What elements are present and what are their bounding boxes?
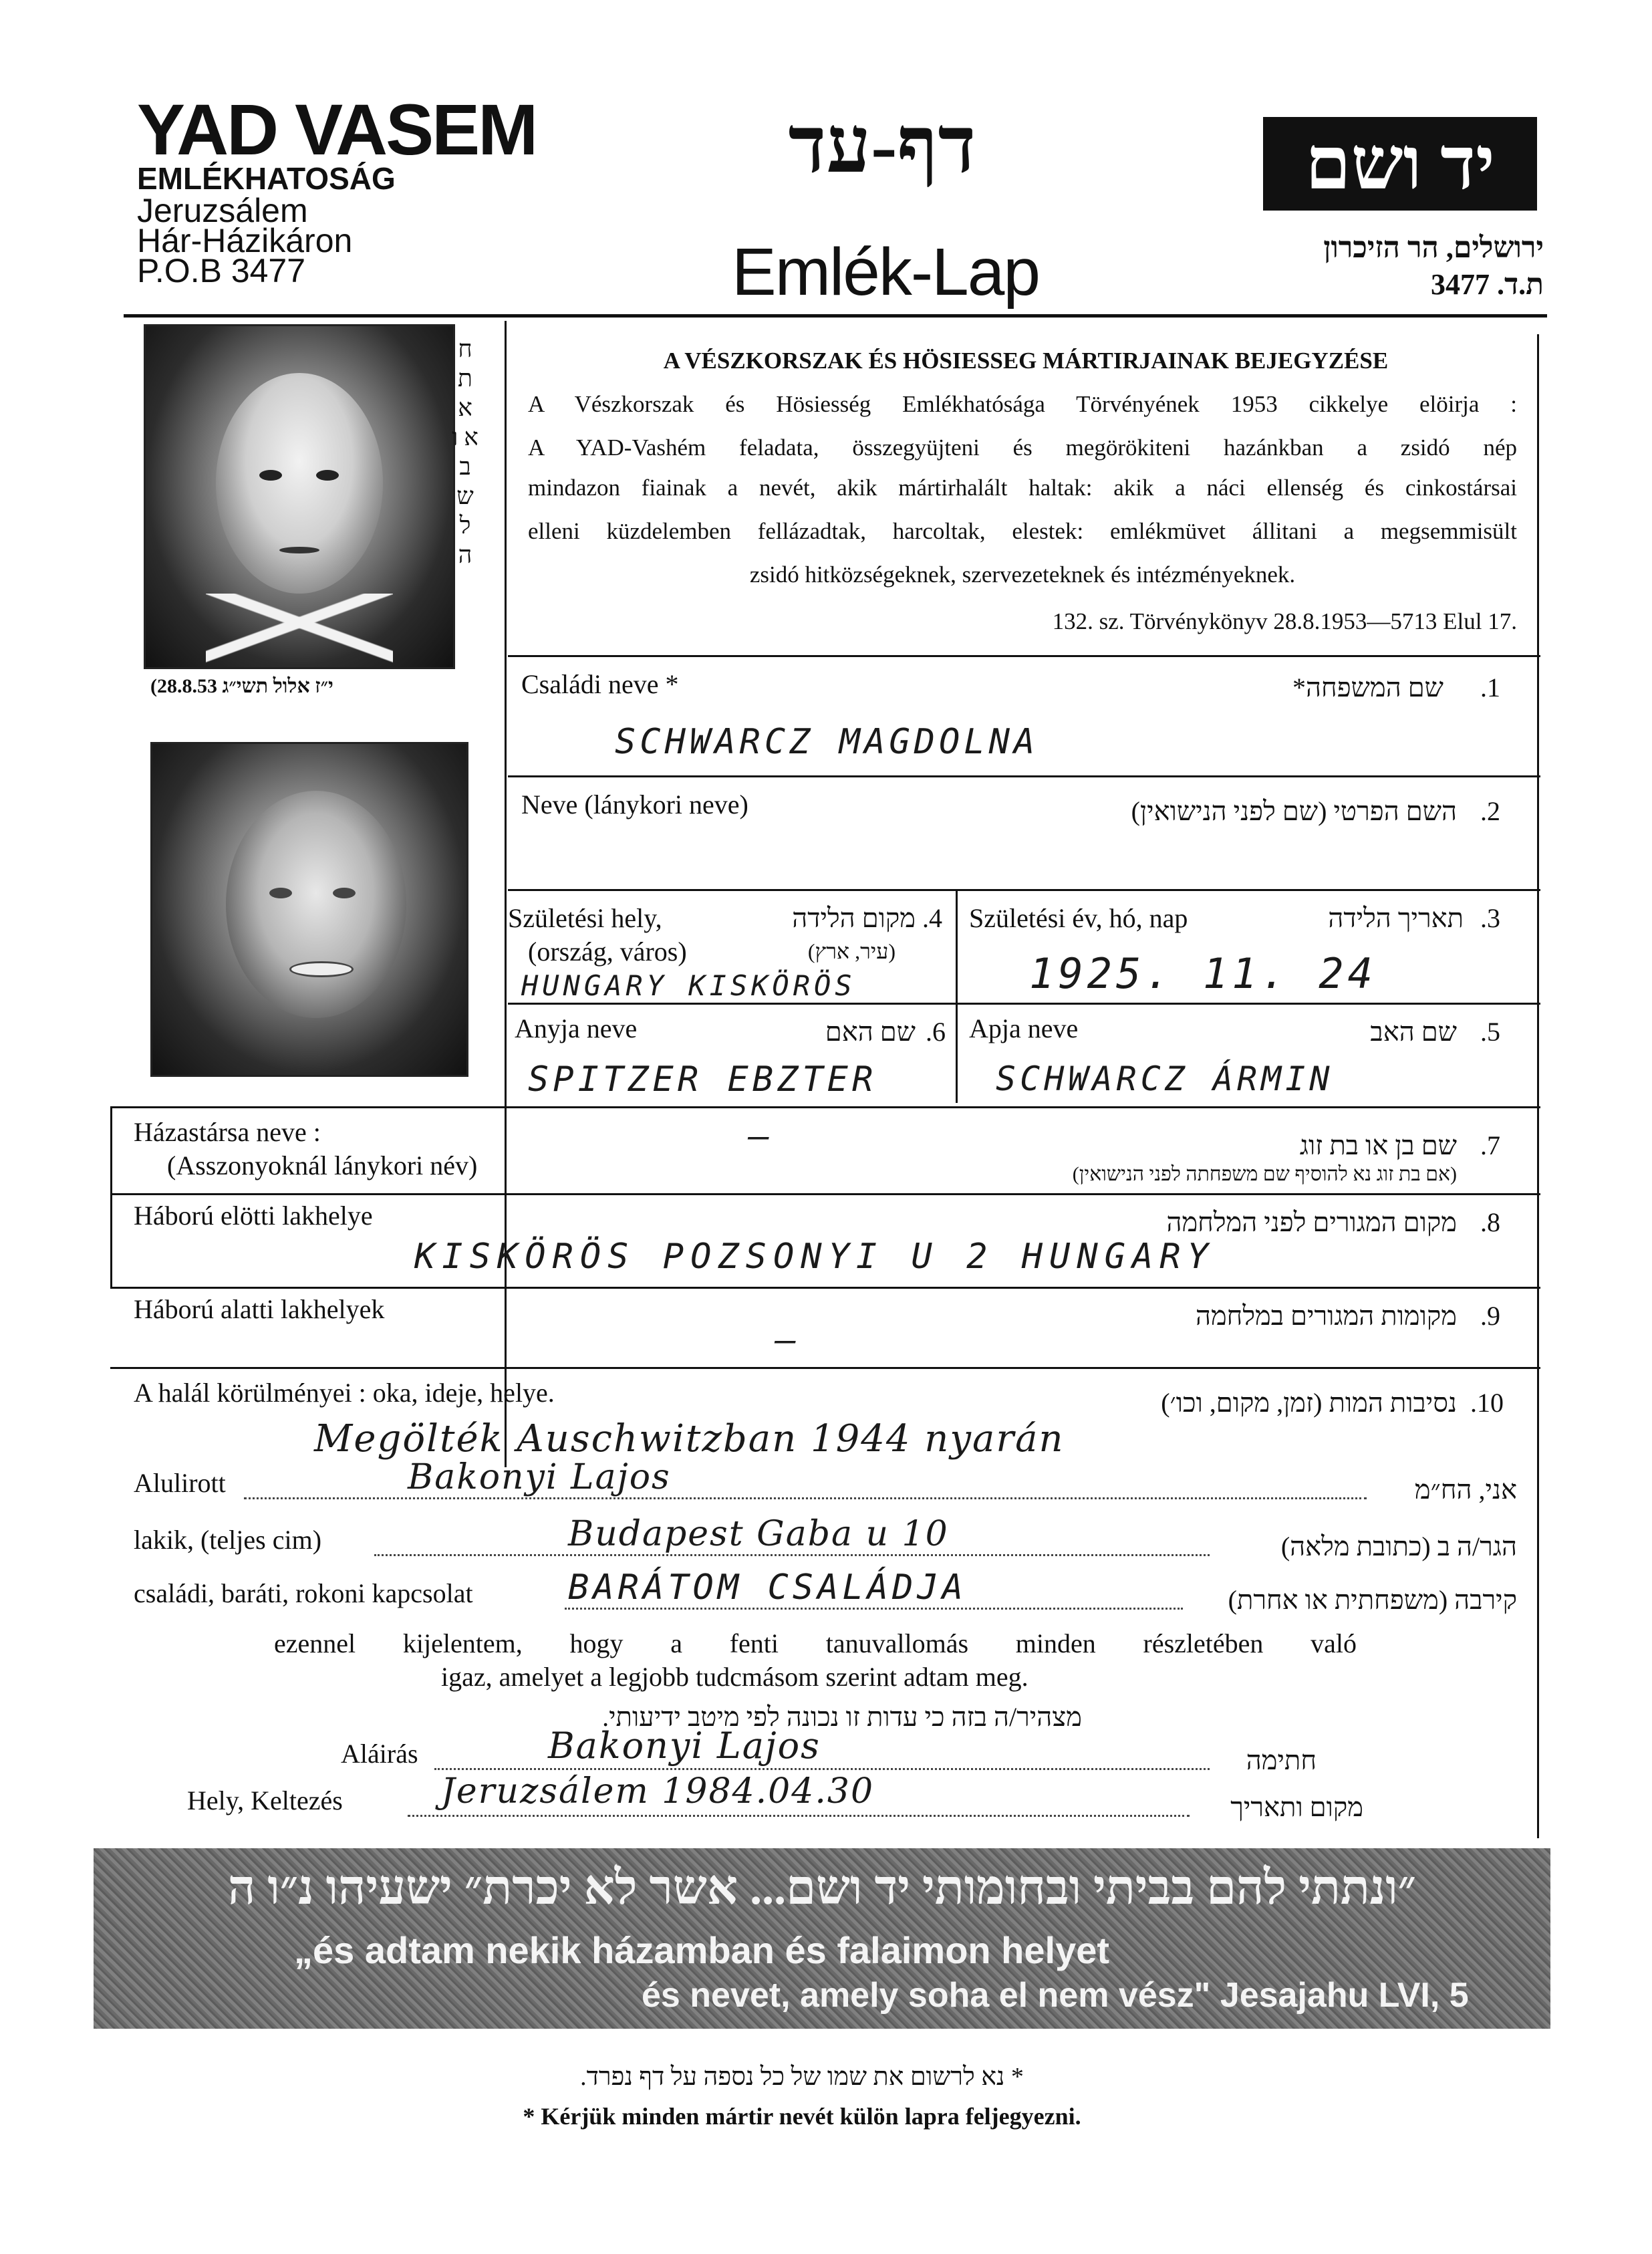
- rule-2: [508, 889, 1540, 891]
- photo-date-stamp: (28.8.53 י״ז אלול תשי״ג: [150, 675, 333, 697]
- field-number-7: .7: [1480, 1130, 1500, 1160]
- form-title: Emlék-Lap: [732, 235, 1039, 309]
- hebrew-address-city: ירושלים, הר הזיכרון: [1323, 231, 1544, 264]
- rule-1: [508, 775, 1540, 777]
- preamble-line-1: A Vészkorszak és Hösiesség Emlékhatósága Törvényének 1953 cikkelye elöirja :: [528, 391, 1517, 417]
- wartime-residence-value[interactable]: —: [775, 1320, 801, 1360]
- father-label: Apja neve: [969, 1013, 1079, 1043]
- wartime-residence-label: Háború alatti lakhelyek: [134, 1294, 385, 1324]
- birth-place-sublabel: (ország, város): [528, 936, 687, 967]
- preamble-line-3: mindazon fiainak a nevét, akik mártirhalált haltak: akik a náci ellenség és cinkostársai: [528, 475, 1517, 501]
- footer-note: * Kérjük minden mártir nevét külön lapra feljegyezni.: [523, 2103, 1081, 2130]
- given-name-label: Neve (lánykori neve): [521, 789, 748, 820]
- banner-hebrew-verse: ״ונתתי להם בביתי ובחומותי יד ושם... אשר לא יכרת״ ישעיהו נ״ו ה: [228, 1861, 1416, 1914]
- place-date-label: Hely, Keltezés: [187, 1785, 343, 1815]
- field-number-4: .4: [922, 903, 942, 933]
- spouse-hebrew-sublabel: (אם בת זוג נא להוסיף שם משפחתה לפני הנישואין): [1072, 1163, 1457, 1185]
- birth-date-value[interactable]: 1925. 11. 24: [1029, 949, 1377, 998]
- spouse-sublabel: (Asszonyoknál lánykori név): [167, 1150, 478, 1180]
- prewar-residence-label: Háború elötti lakhelye: [134, 1201, 373, 1231]
- declarant-address-label: lakik, (teljes cim): [134, 1525, 322, 1555]
- spouse-label: Házastársa neve :: [134, 1117, 321, 1147]
- declarant-name-value[interactable]: Bakonyi Lajos: [408, 1457, 671, 1497]
- split-divider: [956, 889, 958, 1103]
- mother-label: Anyja neve: [515, 1013, 638, 1043]
- banner-hungarian-line-1: „és adtam nekik házamban és falaimon helyet: [294, 1929, 1110, 1971]
- signature-value[interactable]: Bakonyi Lajos: [548, 1725, 821, 1767]
- field-number-6: .6: [926, 1017, 946, 1047]
- field-number-3: .3: [1480, 903, 1500, 933]
- rule-4: [110, 1106, 1540, 1108]
- frame-right: [1537, 334, 1539, 1838]
- preamble-line-2: A YAD-Vashém feladata, összegyüjteni és megörökiteni hazánkban a zsidó nép: [528, 434, 1517, 461]
- hebrew-form-title: דף-עד: [788, 102, 976, 189]
- birth-place-value[interactable]: HUNGARY KISKÖRÖS: [521, 969, 856, 1002]
- address-city: Jeruzsálem: [137, 192, 308, 229]
- declaration-line-1: ezennel kijelentem, hogy a fenti tanuvallomás minden részletében való: [274, 1628, 1357, 1658]
- mother-value[interactable]: SPITZER EBZTER: [528, 1059, 877, 1100]
- death-circumstances-hebrew-label: נסיבות המות (זמן, מקום, וכו׳): [1161, 1388, 1457, 1418]
- place-date-line: [408, 1815, 1190, 1817]
- declaration-hebrew: מצהיר/ה בזה כי עדות זו נכונה לפי מיטב ידיעותי.: [602, 1702, 1082, 1732]
- verse-banner: [94, 1848, 1550, 2029]
- father-hebrew-label: שם האב: [1370, 1017, 1457, 1047]
- birth-date-label: Születési év, hó, nap: [969, 903, 1188, 933]
- banner-hungarian-line-2: és nevet, amely soha el nem vész" Jesajahu LVI, 5: [642, 1976, 1469, 2015]
- place-date-value[interactable]: Jeruzsálem 1984.04.30: [441, 1771, 875, 1811]
- photo-side-hebrew: ח ת א א ו ב ש ל ה: [452, 336, 478, 568]
- prewar-residence-value[interactable]: KISKÖRÖS POZSONYI U 2 HUNGARY: [414, 1237, 1215, 1277]
- birth-date-hebrew-label: תאריך הלידה: [1328, 903, 1464, 933]
- declarant-address-line: [374, 1554, 1210, 1556]
- relation-value[interactable]: BARÁTOM CSALÁDJA: [568, 1568, 967, 1608]
- frame-left-inner: [505, 321, 507, 1467]
- declarant-name-hebrew-label: אני, הח״מ: [1414, 1475, 1517, 1505]
- yad-vashem-logo: יד ושם: [1263, 117, 1537, 211]
- declarant-address-value[interactable]: Budapest Gaba u 10: [568, 1514, 949, 1554]
- law-citation: 132. sz. Törvénykönyv 28.8.1953—5713 Elul 17.: [1052, 608, 1517, 634]
- field-number-1: .1: [1480, 672, 1500, 703]
- wartime-residence-hebrew-label: מקומות המגורים במלחמה: [1195, 1301, 1457, 1331]
- field-number-2: .2: [1480, 796, 1500, 826]
- field-number-10: .10: [1470, 1388, 1504, 1418]
- prewar-residence-hebrew-label: מקום המגורים לפני המלחמה: [1166, 1207, 1457, 1237]
- relation-hebrew-label: קירבה (משפחתית או אחרת): [1228, 1585, 1517, 1615]
- birth-place-label: Születési hely,: [508, 903, 662, 933]
- declaration-line-2: igaz, amelyet a legjobb tudcmásom szerint adtam meg.: [441, 1662, 1028, 1692]
- field-number-8: .8: [1480, 1207, 1500, 1237]
- address-pob: P.O.B 3477: [137, 252, 306, 289]
- rule-7: [110, 1367, 1540, 1369]
- footer-hebrew-note: * נא לרשום את שמו של כל נספה על דף נפרד.: [580, 2063, 1024, 2091]
- relation-line: [565, 1608, 1183, 1610]
- header-rule: [124, 314, 1547, 318]
- address-hill: Hár-Házikáron: [137, 222, 353, 259]
- rule-3: [508, 1003, 1540, 1005]
- spouse-hebrew-label: שם בן או בת זוג: [1299, 1130, 1457, 1160]
- family-name-label: Családi neve *: [521, 669, 679, 699]
- spouse-value[interactable]: —: [748, 1116, 774, 1156]
- father-value[interactable]: SCHWARCZ ÁRMIN: [996, 1059, 1334, 1098]
- preamble-heading: A VÉSZKORSZAK ÉS HÖSIESSEG MÁRTIRJAINAK BEJEGYZÉSE: [663, 348, 1389, 374]
- relation-label: családi, baráti, rokoni kapcsolat: [134, 1578, 473, 1608]
- declarant-address-hebrew-label: הגר/ה ב (כתובת מלאה): [1280, 1531, 1517, 1561]
- birth-place-hebrew-sublabel: (עיר, ארץ): [807, 939, 896, 963]
- rule-preamble: [508, 655, 1540, 657]
- victim-photo-2: [150, 742, 468, 1077]
- yad-vashem-title: YAD VASEM: [137, 89, 537, 170]
- hebrew-address-pob: ת.ד. 3477: [1431, 268, 1544, 301]
- rule-6: [110, 1287, 1540, 1289]
- signature-hebrew-label: חתימה: [1246, 1745, 1317, 1775]
- victim-photo-1: [144, 324, 455, 669]
- declarant-name-line: [244, 1497, 1367, 1499]
- frame-left-outer: [110, 1106, 112, 1287]
- death-circumstances-label: A halál körülményei : oka, ideje, helye.: [134, 1378, 555, 1408]
- death-circumstances-value[interactable]: Megölték Auschwitzban 1944 nyarán: [314, 1417, 1065, 1461]
- family-name-hebrew-label: שם המשפחה*: [1292, 672, 1443, 703]
- field-number-9: .9: [1480, 1301, 1500, 1331]
- field-number-5: .5: [1480, 1017, 1500, 1047]
- family-name-value[interactable]: SCHWARCZ MAGDOLNA: [615, 722, 1039, 762]
- preamble-line-4: elleni küzdelemben fellázadtak, harcoltak, elestek: emlékmüvet állitani a megsemmisült: [528, 518, 1517, 544]
- signature-label: Aláirás: [341, 1739, 418, 1769]
- place-date-hebrew-label: מקום ותאריך: [1230, 1792, 1363, 1822]
- preamble-line-5: zsidó hitközségeknek, szervezeteknek és intézményeknek.: [749, 561, 1296, 588]
- signature-line: [434, 1768, 1210, 1770]
- birth-place-hebrew-label: מקום הלידה: [792, 903, 916, 933]
- mother-hebrew-label: שם האם: [825, 1017, 916, 1047]
- declarant-name-label: Alulirott: [134, 1468, 226, 1498]
- given-name-hebrew-label: השם הפרטי (שם לפני הנישואין): [1131, 796, 1457, 826]
- emlekhatosag-subtitle: EMLÉKHATOSÁG: [137, 161, 396, 196]
- rule-5: [110, 1193, 1540, 1195]
